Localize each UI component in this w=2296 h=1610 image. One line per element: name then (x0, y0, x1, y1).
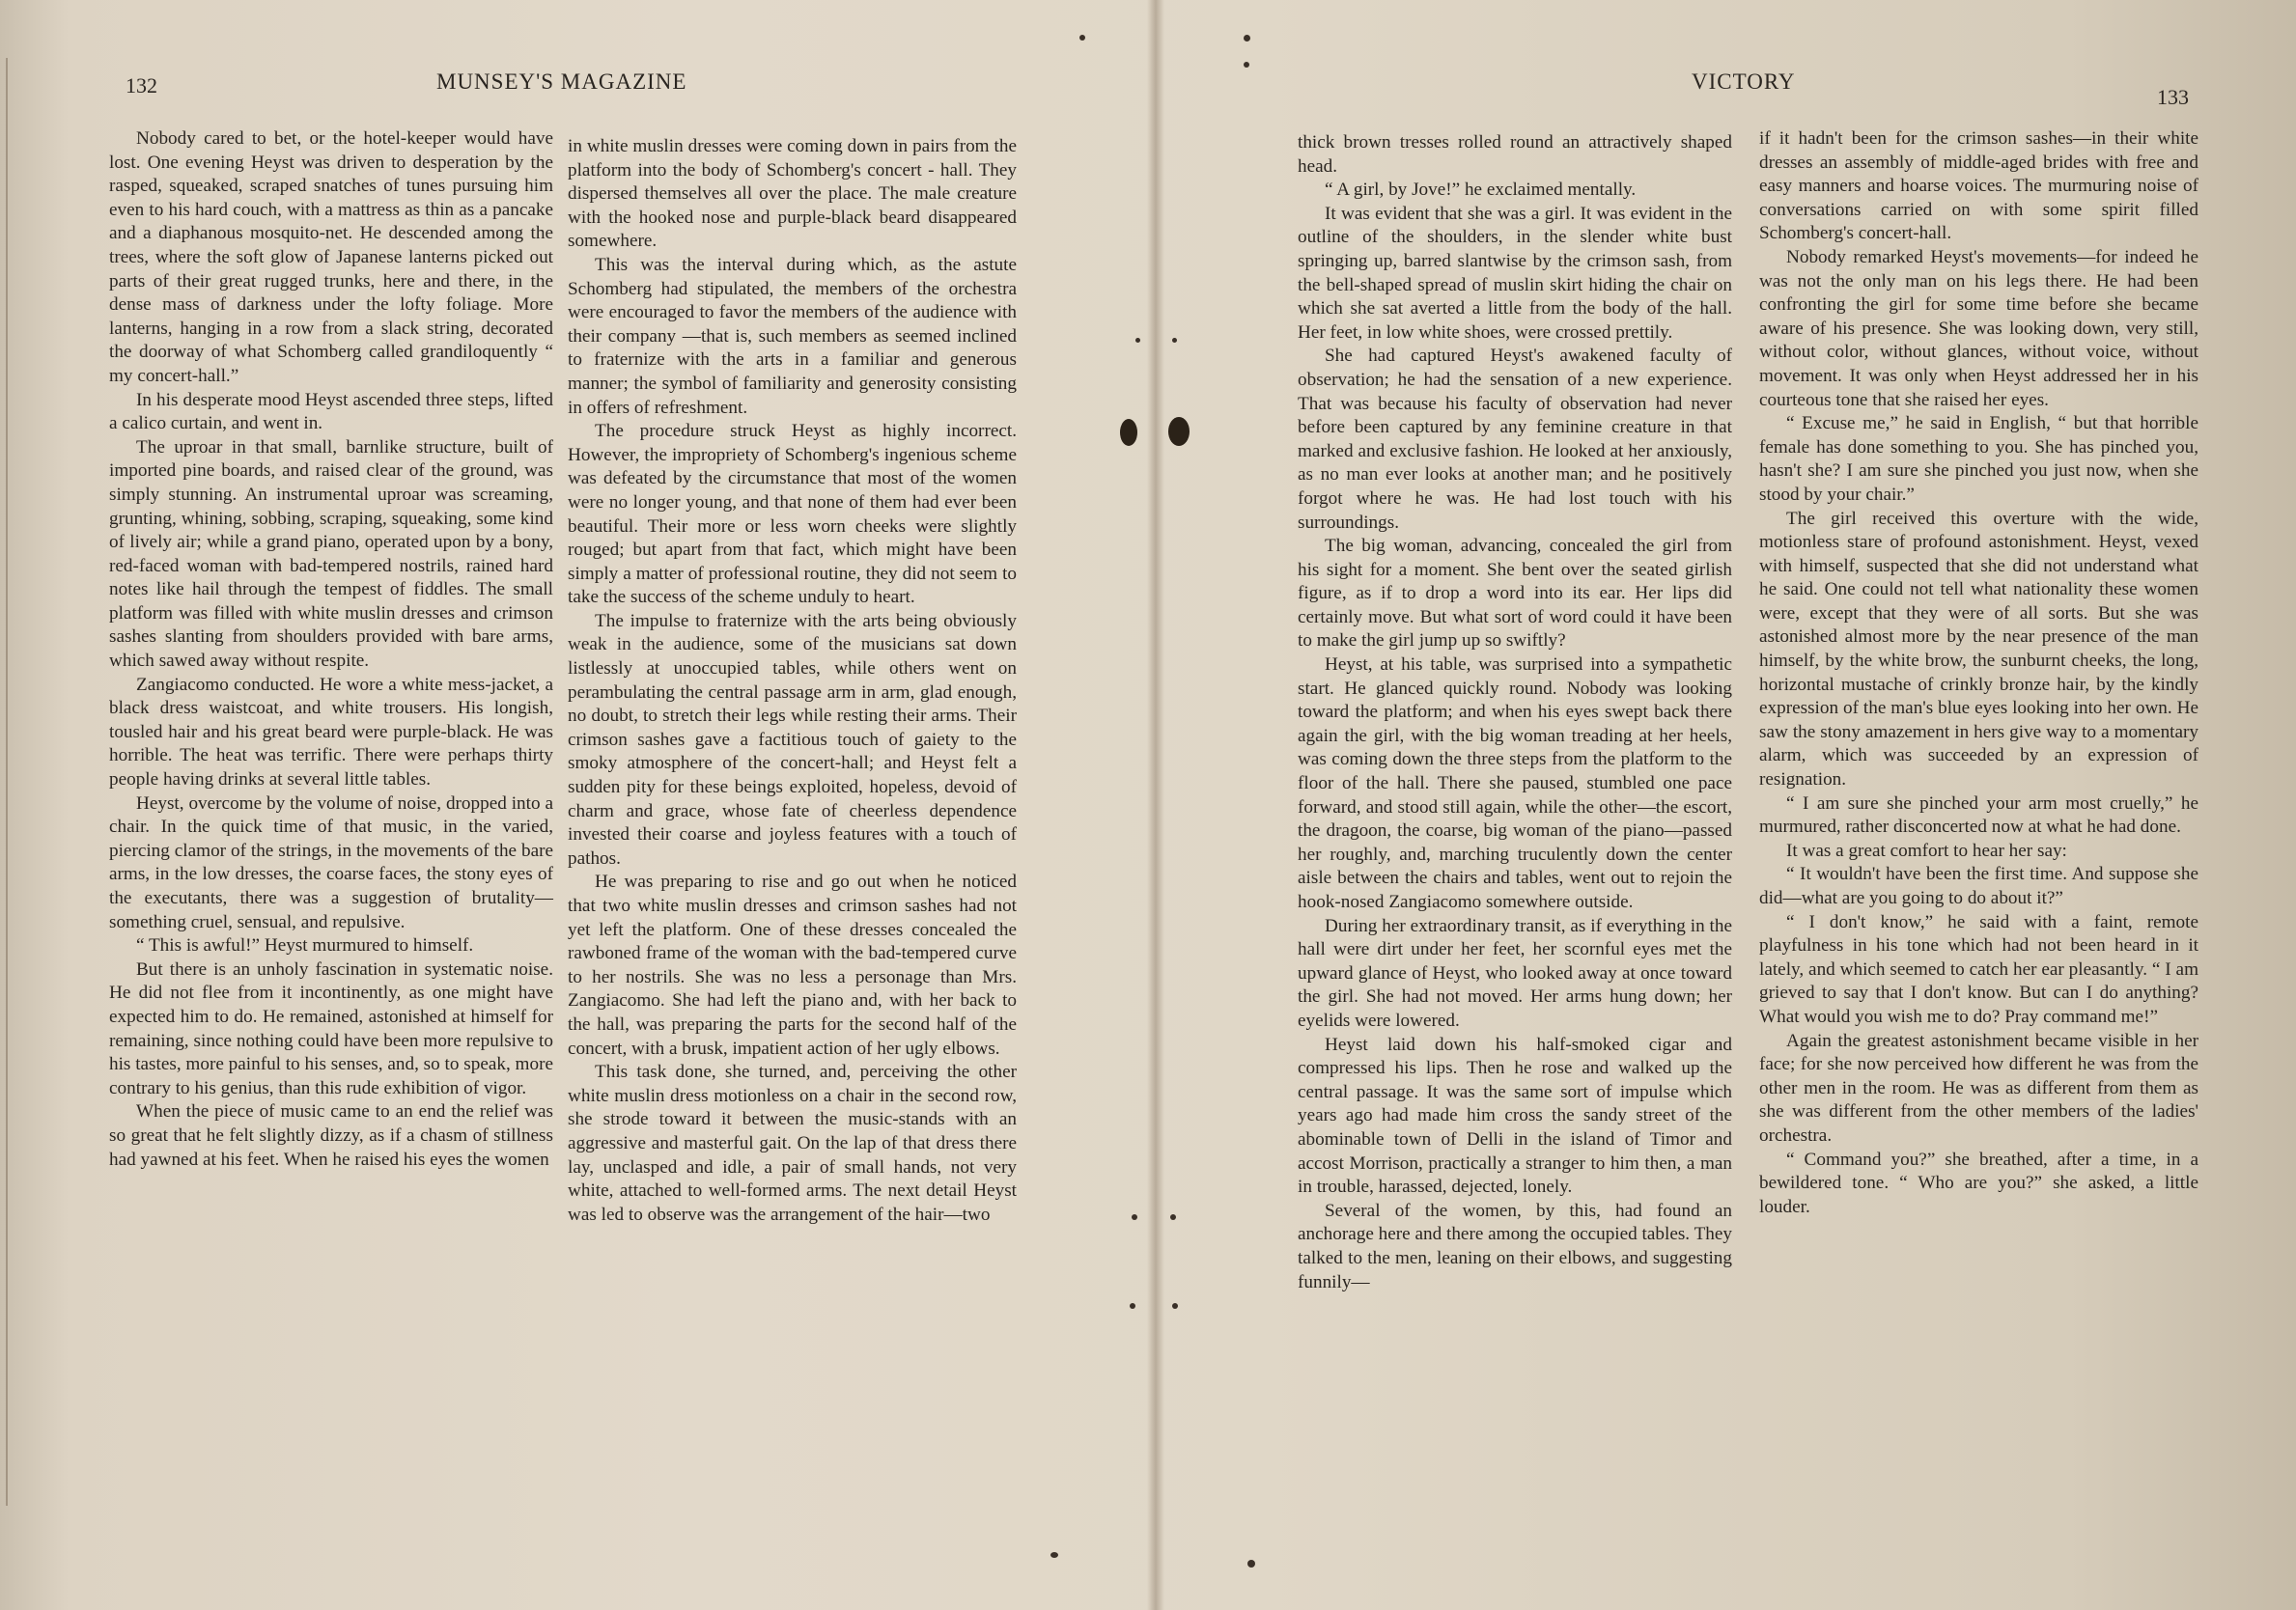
right-running-head: VICTORY (1692, 69, 1796, 94)
speck (1172, 1303, 1178, 1309)
paragraph: “ This is awful!” Heyst murmured to himself. (136, 935, 474, 957)
paragraph: Heyst laid down his half-smoked cigar and compressed his lips. Then he rose and walked up the central passage. It was the same sort of impulse which years ago had made him cross the sandy street of the abominable town of Delli in the island of Timor and accost Morrison, practically a stranger to him then, a man in trouble, harassed, dejected, lonely. (1298, 1034, 1732, 1198)
left-column-2 (568, 135, 1017, 1227)
paragraph: During her extraordinary transit, as if everything in the hall were dirt under her feet, her scornful eyes met the upward glance of Heyst, who looked away at once toward the girl. She had not moved. Her arms hung down; her eyelids were lowered. (1298, 915, 1732, 1031)
paragraph: The uproar in that small, barnlike structure, built of imported pine boards, and raised clear of the ground, was simply stunning. An instrumental uproar was screaming, grunting, whining, sobbing, scraping, squeaking, some kind of lively air; while a grand piano, operated upon by a bony, red-faced woman with bad-tempered nostrils, rained hard notes like hail through the tempest of fiddles. The small platform was filled with white muslin dresses and crimson sashes slanting from shoulders provided with bare arms, which sawed away without respite. (109, 436, 553, 672)
speck (1135, 338, 1140, 343)
paragraph: if it hadn't been for the crimson sashes—in their white dresses an assembly of middle-aged brides with free and easy manners and hoarse voices. The murmuring noise of conversations carried on with some spirit filled Schomberg's concert-hall. (1759, 128, 2198, 244)
paragraph: Nobody cared to bet, or the hotel-keeper would have lost. One evening Heyst was driven to desperation by the rasped, squeaked, scraped snatches of tunes pursuing him even to his hard couch, with a mattress as thin as a pancake and a diaphanous mosquito-net. He descended among the trees, where the soft glow of Japanese lanterns picked out parts of their great rugged trunks, here and there, in the dense mass of darkness under the lofty foliage. More lanterns, hanging in a row from a slack string, decorated the doorway of what Schomberg called grandiloquently “ my concert-hall.” (109, 128, 553, 386)
right-column-2 (1759, 127, 2198, 1219)
paragraph: “ Excuse me,” he said in English, “ but that horrible female has done something to you. She has pinched you, hasn't she? I am sure she pinched you just now, when she stood by your chair.” (1759, 413, 2198, 505)
paragraph: This was the interval during which, as the astute Schomberg had stipulated, the members of the orchestra were encouraged to favor the members of the audience with their company —that is, such members as seemed inclined to fraternize with the arts in a familiar and generous manner; the symbol of familiarity and generosity consisting in offers of refreshment. (568, 254, 1017, 418)
paragraph: in white muslin dresses were coming down in pairs from the platform into the body of Schomberg's concert - hall. They dispersed themselves all over the place. The male creature with the hooked nose and purple-black beard disappeared somewhere. (568, 136, 1017, 252)
paragraph: “ Command you?” she breathed, after a time, in a bewildered tone. “ Who are you?” she asked, a little louder. (1759, 1149, 2198, 1217)
paragraph: Several of the women, by this, had found an anchorage here and there among the occupied tables. They talked to the men, leaning on their elbows, and suggesting funnily— (1298, 1200, 1732, 1292)
speck (1244, 35, 1250, 42)
speck (1172, 338, 1177, 343)
speck (1170, 1214, 1176, 1220)
right-page-number: 133 (2157, 85, 2189, 109)
paragraph: “ A girl, by Jove!” he exclaimed mentally. (1325, 180, 1637, 201)
left-running-head: MUNSEY'S MAGAZINE (436, 69, 687, 94)
paragraph: Heyst, at his table, was surprised into a sympathetic start. He glanced quickly round. Nobody was looking toward the platform; and when his eyes swept back there again the girl, with the big woman treading at her heels, was coming down the three steps from the platform to the floor of the hall. There she paused, stumbled one pace forward, and stood still again, while the other—the escort, the dragoon, the coarse, big woman of the piano—passed her roughly, and, marching truculently down the center aisle between the chairs and tables, went out to rejoin the hook-nosed Zangiacomo somewhere outside. (1298, 654, 1732, 912)
speck (1050, 1552, 1058, 1558)
left-page-number: 132 (126, 73, 157, 97)
speck (1130, 1303, 1135, 1309)
paragraph: It was a great comfort to hear her say: (1786, 840, 2067, 861)
paragraph: The impulse to fraternize with the arts being obviously weak in the audience, some of the musicians sat down listlessly at unoccupied tables, while others went on perambulating the central passage arm in arm, glad enough, no doubt, to stretch their legs while resting their arms. Their crimson sashes gave a factitious touch of gaiety to the smoky atmosphere of the concert-hall; and Heyst felt a sudden pity for these beings exploited, hopeless, devoid of charm and grace, whose fate of cheerless dependence invested their coarse and joyless features with a touch of pathos. (568, 610, 1017, 869)
speck (1079, 35, 1085, 41)
paragraph: thick brown tresses rolled round an attractively shaped head. (1298, 132, 1732, 177)
paragraph: “ I don't know,” he said with a faint, remote playfulness in his tone which had not been heard in it lately, and which seemed to catch her ear pleasantly. “ I am grieved to say that I don't know. But can I do anything? What would you wish me to do? Pray command me!” (1759, 911, 2198, 1027)
left-column-1 (109, 127, 553, 1172)
paragraph: It was evident that she was a girl. It was evident in the outline of the shoulders, in the slender white bust springing up, barred slantwise by the crimson sash, from the bell-shaped spread of muslin skirt hiding the chair on which she sat averted a little from the body of the hall. Her feet, in low white shoes, were crossed prettily. (1298, 203, 1732, 343)
binding-hole (1168, 417, 1190, 446)
speck (1247, 1560, 1255, 1568)
paragraph: “ I am sure she pinched your arm most cruelly,” he murmured, rather disconcerted now at what he had done. (1759, 792, 2198, 838)
paragraph: In his desperate mood Heyst ascended three steps, lifted a calico curtain, and went in. (109, 389, 553, 434)
right-column-1 (1298, 131, 1732, 1294)
paragraph: Zangiacomo conducted. He wore a white mess-jacket, a black dress waistcoat, and white trousers. His longish, tousled hair and his great beard were purple-black. He was horrible. The heat was terrific. There were perhaps thirty people having drinks at several little tables. (109, 674, 553, 791)
paragraph: When the piece of music came to an end the relief was so great that he felt slightly dizzy, as if a chasm of stillness had yawned at his feet. When he raised his eyes the women (109, 1101, 553, 1170)
paragraph: The girl received this overture with the wide, motionless stare of profound astonishment. Heyst, vexed with himself, suspected that she did not understand what he said. One could not tell what nationality these women were, except that they were of all sorts. But she was astonished almost more by the near presence of the man himself, by the white brow, the sunburnt cheeks, the long, horizontal mustache of crinkly bronze hair, by the kindly expression of the man's blue eyes looking into her own. He saw the stony amazement in hers give way to a momentary alarm, which was succeeded by an expression of resignation. (1759, 508, 2198, 791)
speck (1244, 62, 1249, 68)
paragraph: But there is an unholy fascination in systematic noise. He did not flee from it incontinently, as one might have expected him to do. He remained, astonished at himself for remaining, since nothing could have been more repulsive to his tastes, more painful to his senses, and, so to speak, more contrary to his genius, than this rude exhibition of vigor. (109, 958, 553, 1098)
paragraph: The procedure struck Heyst as highly incorrect. However, the impropriety of Schomberg's ingenious scheme was defeated by the circumstance that most of the women were no longer young, and that none of them had ever been beautiful. Their more or less worn cheeks were slightly rouged; but apart from that fact, which might have been simply a matter of professional routine, they did not seem to take the success of the scheme unduly to heart. (568, 421, 1017, 608)
paragraph: She had captured Heyst's awakened faculty of observation; he had the sensation of a new experience. That was because his faculty of observation had never before been captured by any feminine creature in that marked and exclusive fashion. He looked at her anxiously, as no man ever looks at another man; and he positively forgot where he was. He had lost touch with his surroundings. (1298, 346, 1732, 533)
paragraph: He was preparing to rise and go out when he noticed that two white muslin dresses and crimson sashes had not yet left the platform. One of these dresses concealed the rawboned frame of the woman with the bad-tempered curve to her nostrils. She was no less a personage than Mrs. Zangiacomo. She had left the piano and, with her back to the hall, was preparing the parts for the second half of the concert, with a brusk, impatient action of her ugly elbows. (568, 872, 1017, 1059)
paragraph: Heyst, overcome by the volume of noise, dropped into a chair. In the quick time of that music, in the varied, piercing clamor of the strings, in the movements of the bare arms, in the low dresses, the coarse faces, the stony eyes of the executants, there was a suggestion of brutality—something cruel, sensual, and repulsive. (109, 792, 553, 932)
paragraph: “ It wouldn't have been the first time. And suppose she did—what are you going to do about it?” (1759, 864, 2198, 908)
paragraph: The big woman, advancing, concealed the girl from his sight for a moment. She bent over the seated girlish figure, as if to drop a word into its ear. Her lips did certainly move. But what sort of word could it have been to make the girl jump up so swiftly? (1298, 536, 1732, 652)
speck (1132, 1214, 1137, 1220)
right-page (1161, 0, 2296, 1610)
paragraph: This task done, she turned, and, perceiving the other white muslin dress motionless on a chair in the second row, she strode toward it between the music-stands with an aggressive and masterful gait. On the lap of that dress there lay, unclasped and idle, a pair of small hands, not very white, attached to well-formed arms. The next detail Heyst was led to observe was the arrangement of the hair—two (568, 1062, 1017, 1225)
paragraph: Nobody remarked Heyst's movements—for indeed he was not the only man on his legs there. He had been confronting the girl for some time before she became aware of his presence. She was looking down, very still, without color, without glances, without voice, without movement. It was only when Heyst addressed her in his courteous tone that she raised her eyes. (1759, 246, 2198, 410)
binding-hole (1120, 419, 1137, 446)
paragraph: Again the greatest astonishment became visible in her face; for she now perceived how different he was from the other men in the room. He was as different from them as she was different from the other members of the ladies' orchestra. (1759, 1030, 2198, 1146)
